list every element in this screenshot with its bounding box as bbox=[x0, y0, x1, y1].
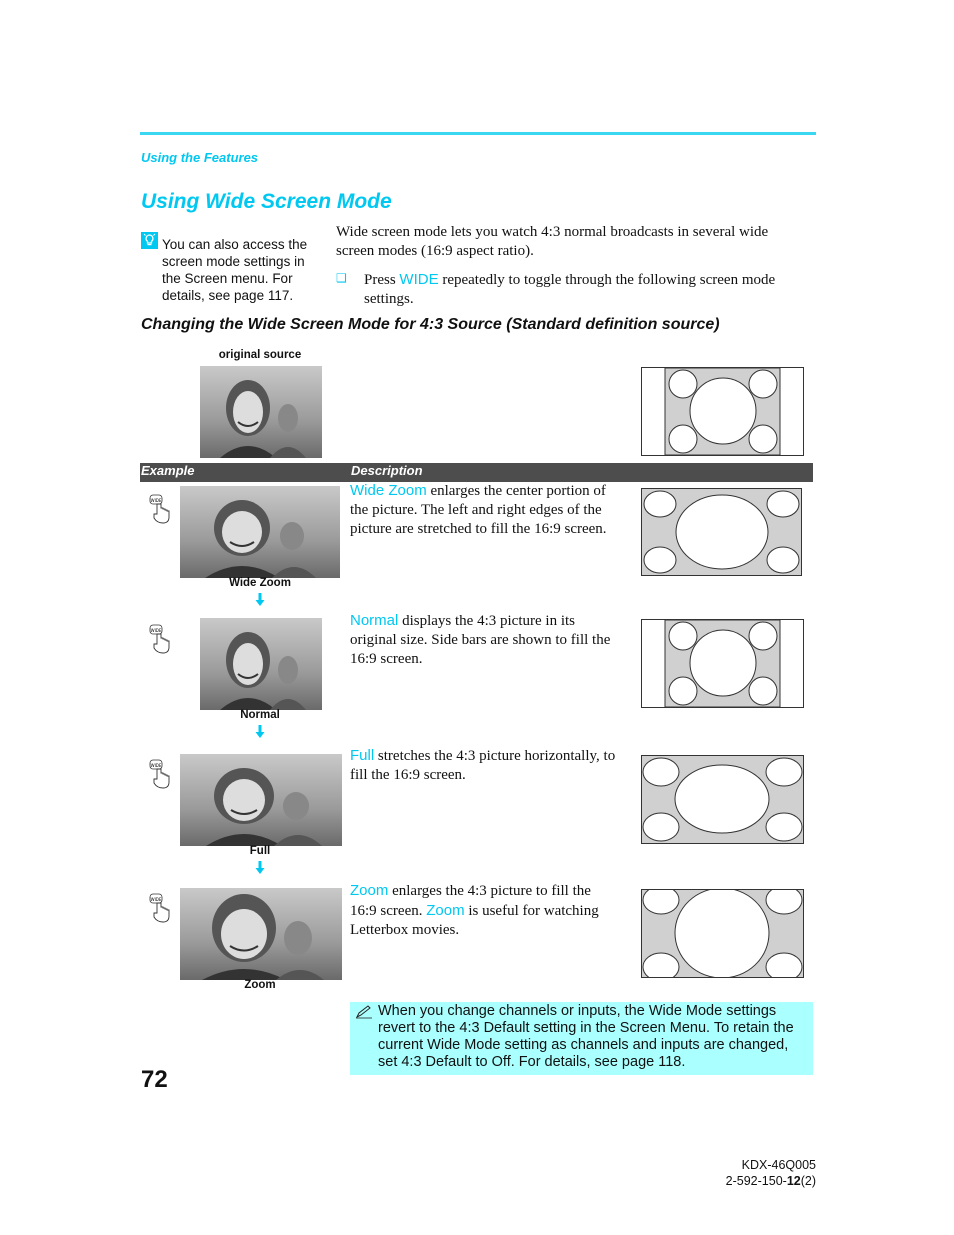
wide-button-hand-icon bbox=[149, 624, 171, 654]
wide-zoom-photo bbox=[180, 486, 340, 578]
press-instruction: Press WIDE repeatedly to toggle through the following screen mode settings. bbox=[364, 271, 776, 307]
zoom-caption: Zoom bbox=[244, 979, 276, 991]
subheading: Changing the Wide Screen Mode for 4:3 Source (Standard definition source) bbox=[141, 316, 720, 333]
original-source-photo bbox=[180, 366, 342, 458]
page-number: 72 bbox=[141, 1066, 168, 1093]
wide-zoom-caption: Wide Zoom bbox=[229, 577, 291, 589]
page-title: Using Wide Screen Mode bbox=[141, 190, 392, 213]
svg-text:WIDE: WIDE bbox=[150, 897, 162, 902]
full-photo bbox=[180, 754, 342, 846]
full-screen-diagram bbox=[641, 755, 804, 844]
col-description: Description bbox=[351, 463, 423, 478]
normal-screen-diagram bbox=[641, 619, 804, 708]
normal-photo bbox=[180, 618, 342, 710]
original-source-caption: original source bbox=[218, 349, 302, 361]
table-header bbox=[140, 463, 813, 482]
down-arrow-icon bbox=[252, 861, 268, 875]
original-screen-diagram bbox=[641, 367, 804, 456]
down-arrow-icon bbox=[252, 593, 268, 607]
down-arrow-icon bbox=[252, 725, 268, 739]
zoom-screen-diagram bbox=[641, 889, 804, 978]
wide-button-hand-icon bbox=[149, 893, 171, 923]
zoom-description: Zoom enlarges the 4:3 picture to fill the 16:9 screen. Zoom is useful for watching Letterbox movies. bbox=[350, 882, 599, 938]
wide-zoom-screen-diagram bbox=[641, 488, 802, 576]
svg-text:WIDE: WIDE bbox=[150, 763, 162, 768]
svg-text:WIDE: WIDE bbox=[150, 628, 162, 633]
checkbox-bullet-icon: ❑ bbox=[336, 271, 347, 285]
zoom-photo bbox=[180, 888, 342, 980]
svg-text:WIDE: WIDE bbox=[150, 498, 162, 503]
wide-key-label: WIDE bbox=[399, 271, 439, 288]
header-rule bbox=[140, 132, 816, 135]
normal-description: Normal displays the 4:3 picture in its original size. Side bars are shown to fill the 16:9 screen. bbox=[350, 612, 611, 667]
normal-caption: Normal bbox=[240, 709, 280, 721]
wide-button-hand-icon bbox=[149, 759, 171, 789]
wide-zoom-description: Wide Zoom enlarges the center portion of the picture. The left and right edges of the picture are stretched to fill the 16:9 screen. bbox=[350, 482, 607, 537]
full-description: Full stretches the 4:3 picture horizontally, to fill the 16:9 screen. bbox=[350, 747, 616, 783]
footer-model: KDX-46Q005 2-592-150-12(2) bbox=[725, 1158, 816, 1188]
tip-icon bbox=[141, 232, 158, 249]
note-text: When you change channels or inputs, the Wide Mode settings revert to the 4:3 Default setting in the Screen Menu. To retain the current Wide Mode setting as channels and inputs are changed, set 4:3 Default to Off. For details, see page 118. bbox=[378, 1003, 794, 1070]
col-example: Example bbox=[141, 463, 195, 478]
tip-text: You can also access the screen mode settings in the Screen menu. For details, see page 117. bbox=[162, 237, 308, 303]
pencil-note-icon bbox=[355, 1005, 373, 1019]
section-label: Using the Features bbox=[141, 150, 259, 165]
wide-button-hand-icon bbox=[149, 494, 171, 524]
intro-text: Wide screen mode lets you watch 4:3 normal broadcasts in several wide screen modes (16:9 aspect ratio). bbox=[336, 224, 769, 259]
full-caption: Full bbox=[249, 845, 271, 857]
